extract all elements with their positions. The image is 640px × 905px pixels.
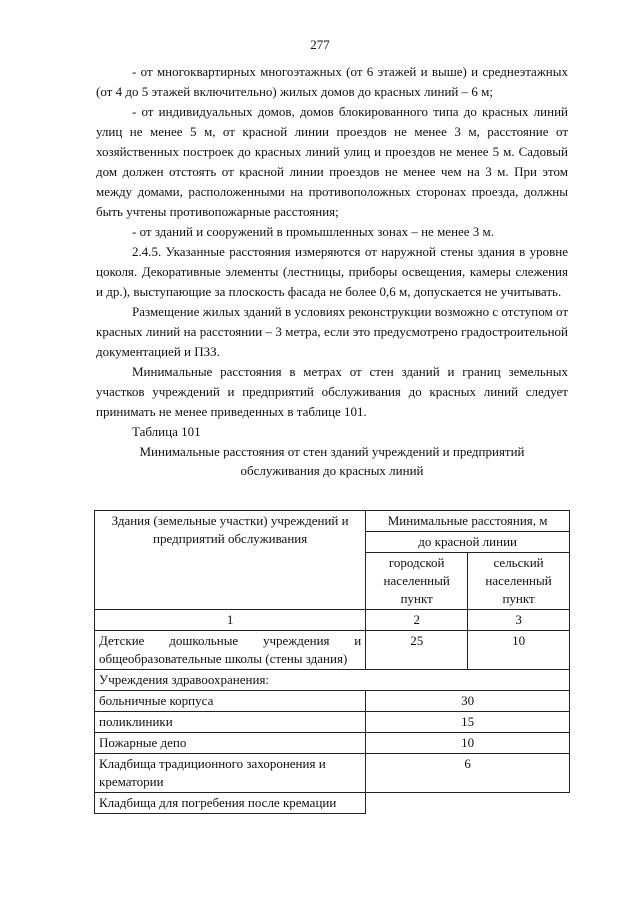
column-number: 3 <box>468 610 570 631</box>
paragraph: Размещение жилых зданий в условиях реконструкции возможно с отступом от красных линий на расстоянии – 3 метра, если это предусмотрено градостроительной документацией и ПЗЗ. <box>96 304 568 359</box>
header-to-red-line: до красной линии <box>366 532 570 553</box>
row-value: 6 <box>366 754 570 793</box>
row-section-heading: Учреждения здравоохранения: <box>95 670 570 691</box>
table-caption: Таблица 101 <box>132 424 201 439</box>
table-row <box>95 670 570 691</box>
page-number: 277 <box>310 37 330 52</box>
paragraph: 2.4.5. Указанные расстояния измеряются от наружной стены здания в уровне цоколя. Декоративные элементы (лестницы, приборы освещения, камеры слежения и др.), выступающие за плоскость фасада не более 0,6 м, допускается не учитывать. <box>96 244 568 299</box>
header-rural: сельский населенный пункт <box>468 553 570 610</box>
table-header-row <box>95 511 570 532</box>
paragraph: - от индивидуальных домов, домов блокированного типа до красных линий улиц не менее 5 м, от красной линии проездов не менее 3 м, расстояние от хозяйственных построек до красных линий улиц и проездов не менее 5 м. Садовый дом должен отстоять от красной линии проездов не менее чем на 3 м. При этом между домами, расположенными на противоположных сторонах проезда, должны быть учтены противопожарные расстояния; <box>96 104 568 219</box>
paragraph: - от многоквартирных многоэтажных (от 6 этажей и выше) и среднеэтажных (от 4 до 5 этажей включительно) жилых домов до красных линий – 6 м; <box>96 64 568 99</box>
paragraph: Минимальные расстояния в метрах от стен зданий и границ земельных участков учреждений и предприятий обслуживания до красных линий следует принимать не менее приведенных в таблице 101. <box>96 364 568 419</box>
row-value: 30 <box>366 691 570 712</box>
table-title: Минимальные расстояния от стен зданий учреждений и предприятий обслуживания до красных линий <box>139 444 525 478</box>
row-rural-value: 10 <box>468 631 570 670</box>
table-row <box>95 733 570 754</box>
table-row <box>95 631 570 670</box>
distances-table <box>94 510 570 814</box>
row-value <box>366 793 570 814</box>
header-buildings: Здания (земельные участки) учреждений и предприятий обслуживания <box>95 511 366 610</box>
table-row <box>95 712 570 733</box>
row-name: Кладбища традиционного захоронения и крематории <box>95 754 366 793</box>
row-city-value: 25 <box>366 631 468 670</box>
table-number-row <box>95 610 570 631</box>
column-number: 1 <box>95 610 366 631</box>
row-name: Детские дошкольные учреждения и общеобразовательные школы (стены здания) <box>95 631 366 670</box>
header-city: городской населенный пункт <box>366 553 468 610</box>
row-name: поликлиники <box>95 712 366 733</box>
row-name: больничные корпуса <box>95 691 366 712</box>
row-name: Пожарные депо <box>95 733 366 754</box>
row-value: 15 <box>366 712 570 733</box>
document-body <box>96 62 568 480</box>
table-row <box>95 754 570 793</box>
paragraph: - от зданий и сооружений в промышленных зонах – не менее 3 м. <box>132 224 495 239</box>
column-number: 2 <box>366 610 468 631</box>
table-row <box>95 793 570 814</box>
table-row <box>95 691 570 712</box>
row-value: 10 <box>366 733 570 754</box>
header-min-distances: Минимальные расстояния, м <box>366 511 570 532</box>
row-name: Кладбища для погребения после кремации <box>95 793 366 814</box>
